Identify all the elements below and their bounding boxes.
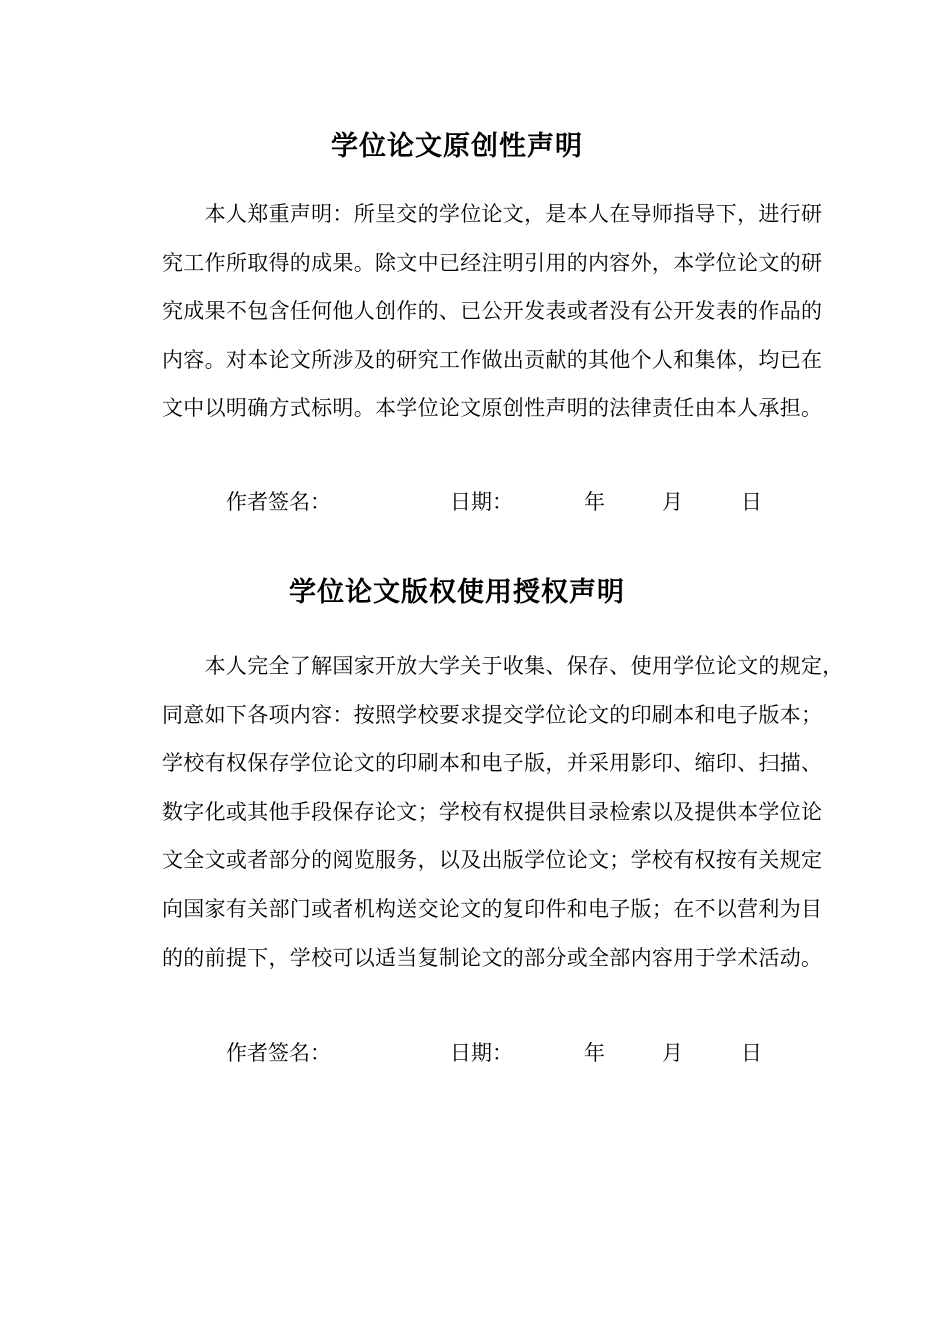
paragraph-line: 内容。对本论文所涉及的研究工作做出贡献的其他个人和集体，均已在 bbox=[162, 347, 823, 372]
copyright-signature-row bbox=[0, 1038, 950, 1068]
paragraph-line: 同意如下各项内容：按照学校要求提交学位论文的印刷本和电子版本； bbox=[162, 702, 823, 727]
paragraph-line: 数字化或其他手段保存论文；学校有权提供目录检索以及提供本学位论 bbox=[162, 799, 823, 824]
paragraph-line: 学校有权保存学位论文的印刷本和电子版，并采用影印、缩印、扫描、 bbox=[162, 751, 823, 776]
paragraph-line: 文全文或者部分的阅览服务，以及出版学位论文；学校有权按有关规定 bbox=[162, 848, 823, 873]
author-signature-label: 作者签名： bbox=[226, 1041, 331, 1065]
paragraph-line: 的的前提下，学校可以适当复制论文的部分或全部内容用于学术活动。 bbox=[162, 945, 823, 970]
copyright-title: 学位论文版权使用授权声明 bbox=[289, 577, 625, 608]
paragraph-line: 究成果不包含任何他人创作的、已公开发表或者没有公开发表的作品的 bbox=[162, 299, 823, 324]
month-label: 月 bbox=[662, 1041, 683, 1065]
year-label: 年 bbox=[584, 490, 605, 514]
month-label: 月 bbox=[662, 490, 683, 514]
paragraph-line: 向国家有关部门或者机构送交论文的复印件和电子版；在不以营利为目 bbox=[162, 896, 823, 921]
date-label: 日期： bbox=[450, 1041, 513, 1065]
paragraph-line: 究工作所取得的成果。除文中已经注明引用的内容外，本学位论文的研 bbox=[162, 250, 823, 275]
originality-title: 学位论文原创性声明 bbox=[331, 131, 583, 162]
day-label: 日 bbox=[741, 1041, 762, 1065]
author-signature-label: 作者签名： bbox=[226, 490, 331, 514]
paragraph-line: 本人郑重声明：所呈交的学位论文，是本人在导师指导下，进行研 bbox=[162, 202, 823, 226]
originality-paragraph bbox=[162, 190, 862, 433]
date-label: 日期： bbox=[450, 490, 513, 514]
copyright-paragraph bbox=[162, 642, 862, 982]
paragraph-line: 本人完全了解国家开放大学关于收集、保存、使用学位论文的规定， bbox=[162, 654, 844, 678]
day-label: 日 bbox=[741, 490, 762, 514]
paragraph-line: 文中以明确方式标明。本学位论文原创性声明的法律责任由本人承担。 bbox=[162, 396, 823, 421]
year-label: 年 bbox=[584, 1041, 605, 1065]
originality-signature-row bbox=[0, 487, 950, 517]
